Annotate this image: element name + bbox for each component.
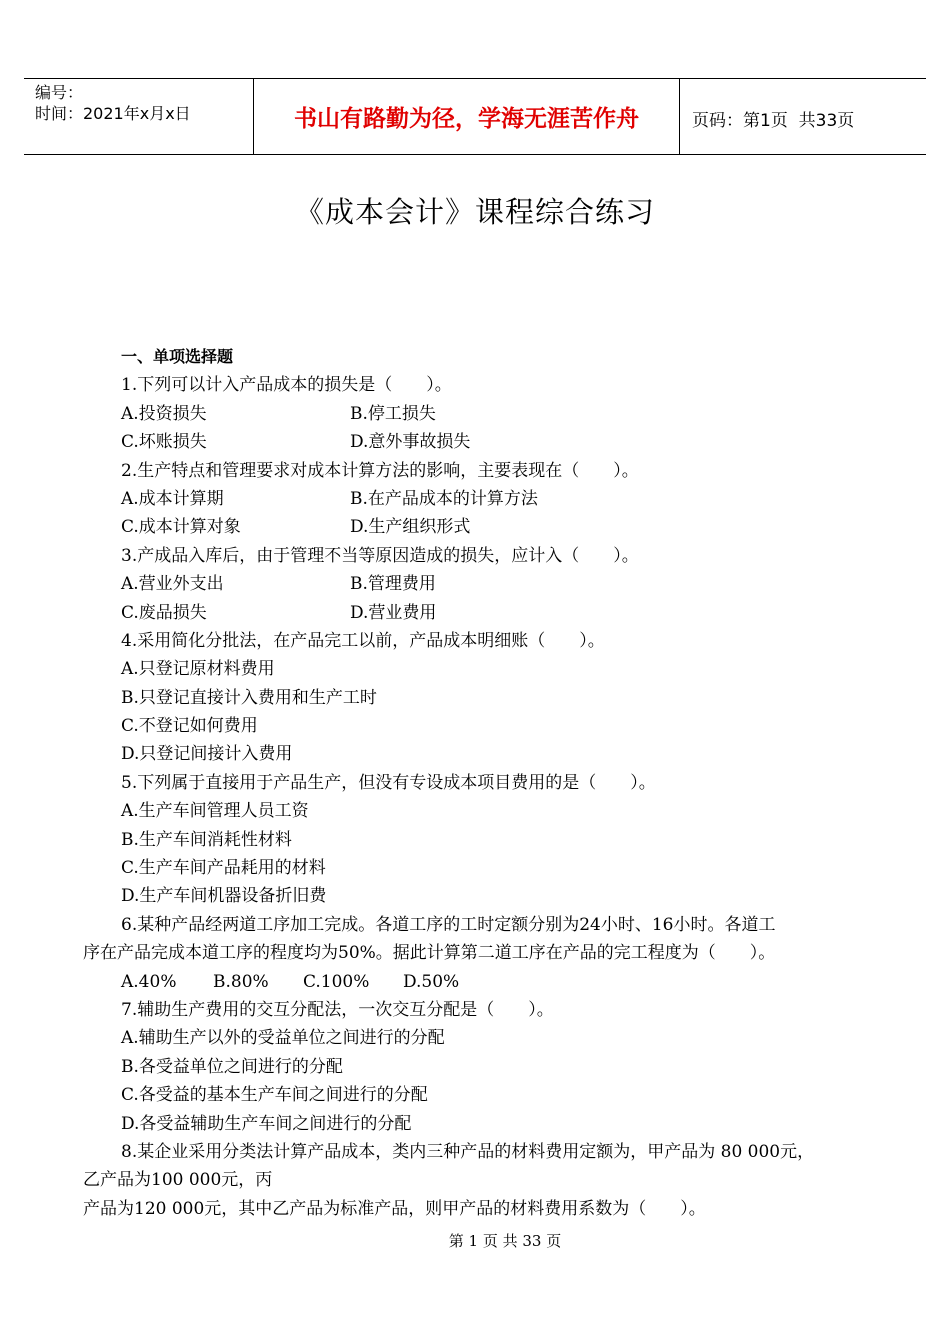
option-b: B.停工损失 <box>350 403 436 424</box>
question-4-option-c: C.不登记如何费用 <box>121 716 258 737</box>
section-heading: 一、单项选择题 <box>121 347 234 366</box>
question-7-option-d: D.各受益辅助生产车间之间进行的分配 <box>121 1113 412 1134</box>
question-2-stem: 2.生产特点和管理要求对成本计算方法的影响，主要表现在（ ）。 <box>121 460 639 481</box>
question-8-stem-line1: 8.某企业采用分类法计算产品成本，类内三种产品的材料费用定额为，甲产品为 80 000元， <box>121 1141 815 1162</box>
option-d: D.意外事故损失 <box>350 432 471 453</box>
question-6-stem-line1: 6.某种产品经两道工序加工完成。各道工序的工时定额分别为24小时、16小时。各道工 <box>121 914 776 935</box>
question-5-option-a: A.生产车间管理人员工资 <box>121 801 309 822</box>
question-1-options-cd <box>83 428 883 456</box>
question-4-option-b: B.只登记直接计入费用和生产工时 <box>121 687 377 708</box>
option-a: A.营业外支出 <box>121 574 224 595</box>
number-label: 编号： <box>35 83 84 102</box>
header-meta <box>35 82 191 124</box>
question-4-option-d: D.只登记间接计入费用 <box>121 744 293 765</box>
question-7-option-a: A.辅助生产以外的受益单位之间进行的分配 <box>121 1028 445 1049</box>
question-3-options-cd <box>83 599 883 627</box>
question-1-options-ab <box>83 400 883 428</box>
question-3-stem: 3.产成品入库后，由于管理不当等原因造成的损失，应计入（ ）。 <box>121 545 639 566</box>
page-footer: 第 1 页 共 33 页 <box>448 1232 562 1250</box>
header-motto: 书山有路勤为径，学海无涯苦作舟 <box>294 106 639 132</box>
question-6-options <box>83 968 883 996</box>
question-2-options-ab <box>83 485 883 513</box>
question-7-option-b: B.各受益单位之间进行的分配 <box>121 1056 343 1077</box>
exercise-content <box>83 343 883 1223</box>
question-5-option-c: C.生产车间产品耗用的材料 <box>121 858 326 879</box>
option-d: D.50% <box>403 971 460 992</box>
question-5-option-b: B.生产车间消耗性材料 <box>121 829 292 850</box>
question-5-stem: 5.下列属于直接用于产品生产，但没有专设成本项目费用的是（ ）。 <box>121 772 656 793</box>
option-c: C.坏账损失 <box>121 432 207 453</box>
option-d: D.生产组织形式 <box>350 517 471 538</box>
option-a: A.投资损失 <box>121 403 207 424</box>
question-8-stem-line3: 产品为120 000元，其中乙产品为标准产品，则甲产品的材料费用系数为（ ）。 <box>83 1198 706 1219</box>
time-label: 时间：2021年x月x日 <box>35 104 191 123</box>
option-a: A.成本计算期 <box>121 488 224 509</box>
option-b: B.在产品成本的计算方法 <box>350 488 538 509</box>
question-7-stem: 7.辅助生产费用的交互分配法，一次交互分配是（ ）。 <box>121 999 554 1020</box>
question-7-option-c: C.各受益的基本生产车间之间进行的分配 <box>121 1085 428 1106</box>
header-divider-2 <box>679 78 680 155</box>
question-1-stem: 1.下列可以计入产品成本的损失是（ ）。 <box>121 375 452 396</box>
question-8-stem-line2: 乙产品为100 000元，丙 <box>83 1170 273 1191</box>
document-title: 《成本会计》课程综合练习 <box>294 195 655 229</box>
option-c: C.废品损失 <box>121 602 207 623</box>
question-5-option-d: D.生产车间机器设备折旧费 <box>121 886 327 907</box>
option-b: B.管理费用 <box>350 574 436 595</box>
option-b: B.80% <box>213 971 269 992</box>
header-top-rule <box>24 78 926 79</box>
question-4-option-a: A.只登记原材料费用 <box>121 659 275 680</box>
option-c: C.成本计算对象 <box>121 517 241 538</box>
header-page-info: 页码：第1页 共33页 <box>692 111 855 131</box>
question-4-stem: 4.采用简化分批法，在产品完工以前，产品成本明细账（ ）。 <box>121 630 605 651</box>
header-bottom-rule <box>24 154 926 155</box>
option-d: D.营业费用 <box>350 602 437 623</box>
option-c: C.100% <box>303 971 370 992</box>
option-a: A.40% <box>121 971 177 992</box>
question-3-options-ab <box>83 570 883 598</box>
question-2-options-cd <box>83 513 883 541</box>
question-6-stem-line2: 序在产品完成本道工序的程度均为50%。据此计算第二道工序在产品的完工程度为（ ）。 <box>83 943 776 964</box>
